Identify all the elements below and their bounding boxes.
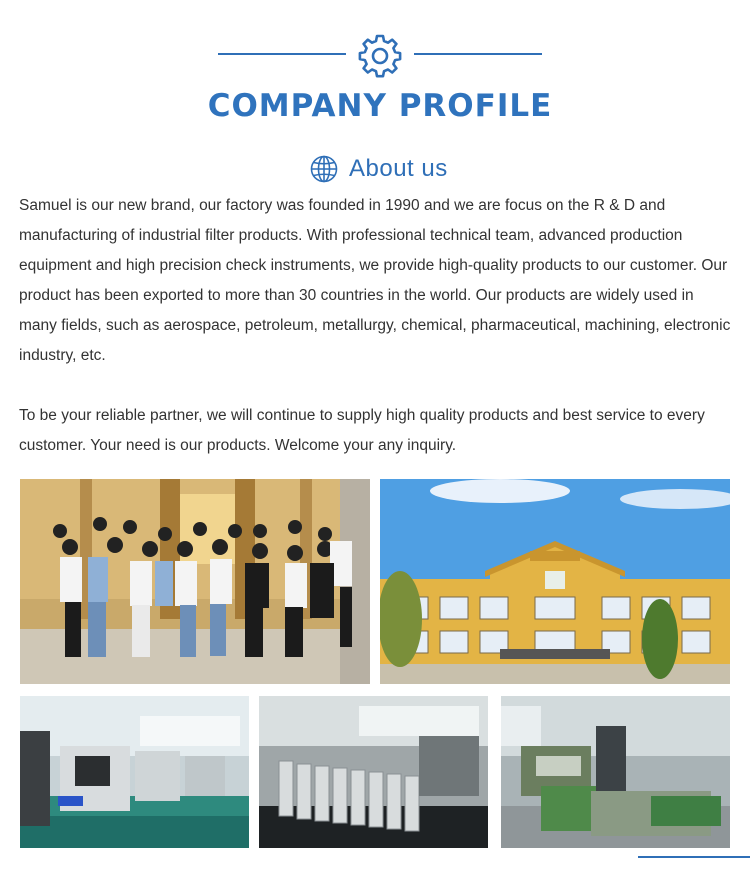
header-divider-left	[218, 53, 346, 55]
globe-icon	[310, 155, 338, 183]
footer-accent-line	[638, 856, 750, 858]
workshop-photo-production	[501, 696, 730, 848]
intro-paragraph: Samuel is our new brand, our factory was founded in 1990 and we are focus on the R & D and manufacturing of industrial filter products. With professional technical team, advanced production equipment and high precision check instruments, we provide high-quality products to our customer. Our product has been exported to more than 30 countries in the world. Our products are widely used in many fields, such as aerospace, petroleum, metallurgy, chemical, pharmaceutical, machining, electronic industry, etc.	[19, 197, 731, 364]
workshop-photo-machines	[20, 696, 249, 848]
partner-paragraph: To be your reliable partner, we will continue to supply high quality products and best service to every customer. Your need is our products. Welcome your any inquiry.	[19, 407, 705, 454]
about-heading	[310, 152, 448, 186]
about-heading-text: About us	[349, 155, 448, 182]
header-divider-right	[414, 53, 542, 55]
factory-building-photo	[380, 479, 730, 684]
gear-icon	[357, 33, 403, 79]
workshop-photo-filters	[259, 696, 488, 848]
page-title: COMPANY PROFILE	[207, 88, 553, 124]
team-photo	[20, 479, 370, 684]
